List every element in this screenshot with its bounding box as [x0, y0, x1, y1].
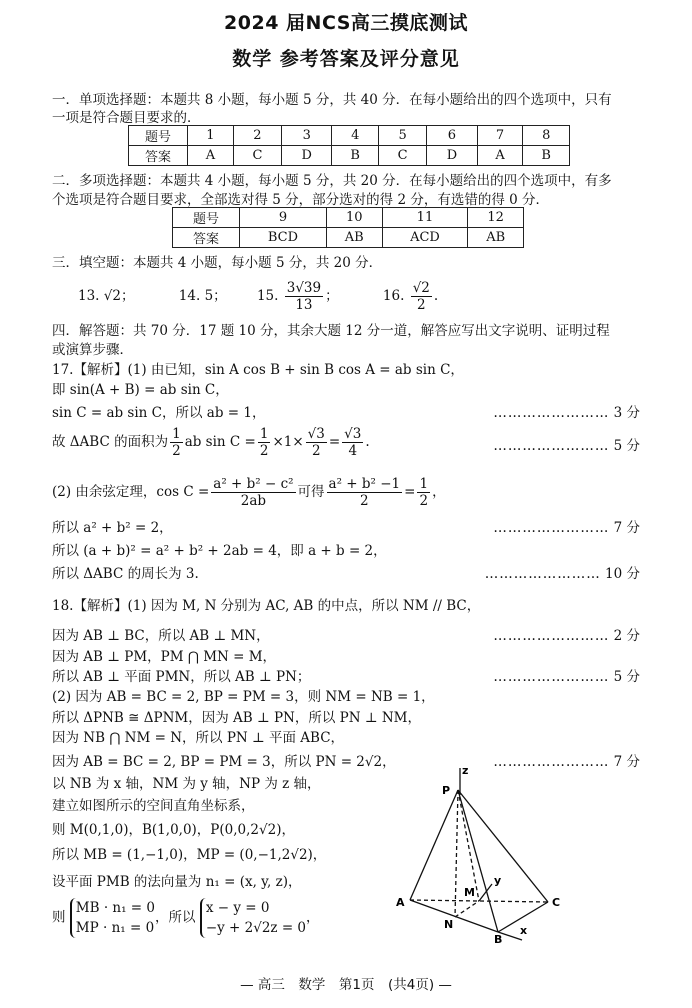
- answer-cell: C: [233, 146, 281, 166]
- number-cell: 8: [523, 126, 570, 146]
- edge-PA: [410, 790, 458, 900]
- section2-heading-cont: 个选项是符合题目要求，全部选对得 5 分，部分选对的得 2 分，有选错的得 0 分．: [52, 192, 550, 208]
- q18-line6: 所以 ΔPNB ≅ ΔPNM，因为 AB ⊥ PN，所以 PN ⊥ NM，: [52, 710, 421, 726]
- number-cell: 5: [378, 126, 426, 146]
- section4-heading: 四．解答题：共 70 分．17 题 10 分，其余大题 12 分一道，解答应写出文字说明、证明过程: [52, 323, 610, 339]
- system-vectors: MB · n₁ = 0 MP · n₁ = 0: [70, 898, 155, 938]
- row-label-number: 题号: [173, 208, 240, 228]
- page-footer: — 高三 数学 第1页 (共4页) —: [240, 977, 452, 993]
- q17-line3: sin C = ab sin C，所以 ab = 1，: [52, 405, 266, 421]
- q18-line12: 所以 MB = (1,−1,0)，MP = (0,−1,2√2)，: [52, 847, 327, 863]
- answer-cell: AB: [468, 228, 524, 248]
- row-label-answer: 答案: [173, 228, 240, 248]
- q13-answer: √2: [103, 288, 121, 304]
- q18-line7: 因为 NB ⋂ NM = N，所以 PN ⊥ 平面 ABC，: [52, 730, 345, 746]
- number-cell: 3: [282, 126, 332, 146]
- q14-label: 14.: [178, 288, 201, 304]
- q18-score3: …………………… 7 分: [493, 754, 640, 770]
- number-cell: 6: [427, 126, 477, 146]
- q18-line2: 因为 AB ⊥ BC，所以 AB ⊥ MN，: [52, 628, 270, 644]
- q17-line8: 所以 ΔABC 的周长为 3.: [52, 566, 199, 582]
- q18-line8: 因为 AB = BC = 2, BP = PM = 3，所以 PN = 2√2，: [52, 754, 396, 770]
- label-y: y: [494, 874, 502, 887]
- q14-answer: 5: [204, 288, 214, 304]
- pyramid-figure: [390, 760, 590, 945]
- doc-title: 2024 届NCS高三摸底测试: [224, 12, 468, 34]
- label-z: z: [462, 764, 469, 777]
- q17-line1: 17.【解析】(1) 由已知，sin A cos B + sin B cos A = ab sin C，: [52, 362, 464, 378]
- label-C: C: [552, 896, 561, 909]
- fill-answers: 13. √2； 14. 5； 15. $\frac{3√39}{13}$ ； 16. $\frac{√2}{2}$ .: [78, 280, 439, 313]
- label-P: P: [442, 784, 451, 797]
- answer-table-multi: [172, 207, 524, 248]
- answer-cell: AB: [326, 228, 382, 248]
- doc-subtitle: 数学 参考答案及评分意见: [232, 48, 460, 70]
- number-cell: 4: [332, 126, 379, 146]
- q18-line5: (2) 因为 AB = BC = 2, BP = PM = 3，则 NM = NB = 1，: [52, 689, 435, 705]
- answer-cell: ACD: [382, 228, 468, 248]
- section1-heading: 一．单项选择题：本题共 8 小题，每小题 5 分，共 40 分．在每小题给出的四个选项中，只有: [52, 92, 612, 108]
- answer-cell: A: [477, 146, 523, 166]
- q18-score2: …………………… 5 分: [493, 669, 640, 685]
- number-cell: 12: [468, 208, 524, 228]
- edge-AB: [410, 900, 498, 932]
- q18-line9: 以 NB 为 x 轴，NM 为 y 轴，NP 为 z 轴，: [52, 776, 321, 792]
- q18-line13: 设平面 PMB 的法向量为 n₁ = (x, y, z)，: [52, 874, 302, 890]
- row-label-number: 题号: [129, 126, 188, 146]
- q15-answer: $\frac{3√39}{13}$: [286, 280, 322, 313]
- q18-line4: 所以 AB ⊥ 平面 PMN，所以 AB ⊥ PN；: [52, 669, 311, 685]
- q16-answer: $\frac{√2}{2}$: [412, 280, 430, 313]
- section3-heading: 三．填空题：本题共 4 小题，每小题 5 分，共 20 分．: [52, 255, 383, 271]
- section2-heading: 二．多项选择题：本题共 4 小题，每小题 5 分，共 20 分．在每小题给出的四个选项中，有多: [52, 173, 612, 189]
- q18-system-line: 则 MB · n₁ = 0 MP · n₁ = 0，所以 x − y = 0 −y + 2√2z = 0，: [52, 900, 320, 936]
- q16-label: 16.: [382, 288, 405, 304]
- q17-score2: …………………… 5 分: [493, 438, 640, 454]
- section1-heading-cont: 一项是符合题目要求的．: [52, 110, 201, 126]
- q15-label: 15.: [256, 288, 279, 304]
- number-cell: 10: [326, 208, 382, 228]
- q17-score1: …………………… 3 分: [493, 405, 640, 421]
- row-label-answer: 答案: [129, 146, 188, 166]
- answer-cell: D: [282, 146, 332, 166]
- q17-line7: 所以 (a + b)² = a² + b² + 2ab = 4，即 a + b = 2，: [52, 543, 387, 559]
- label-N: N: [444, 918, 454, 931]
- q18-line10: 建立如图所示的空间直角坐标系，: [52, 798, 255, 814]
- q18-score1: …………………… 2 分: [493, 628, 640, 644]
- q17-score3: …………………… 7 分: [493, 520, 640, 536]
- number-cell: 1: [188, 126, 234, 146]
- answer-cell: D: [427, 146, 477, 166]
- q18-line3: 因为 AB ⊥ PM，PM ⋂ MN = M，: [52, 649, 277, 665]
- system-equations: x − y = 0 −y + 2√2z = 0: [200, 898, 306, 938]
- number-cell: 7: [477, 126, 523, 146]
- q17-area-line: 故 ΔABC 的面积为 $\frac{1}{2}$ ab sin C = $\frac{1}{2}$ ×1× $\frac{√3}{2}$ = $\frac{√3}{4}$ .: [52, 426, 370, 459]
- answer-table-single: [128, 125, 570, 166]
- label-M: M: [464, 886, 475, 899]
- answer-cell: A: [188, 146, 234, 166]
- answer-cell: BCD: [240, 228, 327, 248]
- number-cell: 2: [233, 126, 281, 146]
- segment-PM: [458, 790, 479, 901]
- q18-line11: 则 M(0,1,0)，B(1,0,0)，P(0,0,2√2)，: [52, 822, 295, 838]
- answer-cell: B: [332, 146, 379, 166]
- q17-score4: …………………… 10 分: [484, 566, 640, 582]
- answer-cell: B: [523, 146, 570, 166]
- q17-cosine-line: (2) 由余弦定理，cos C = $\frac{\text{a² + b² − c²}}{2ab}$ 可得 $\frac{\text{a² + b² −1}}{2}$ = $\frac{1}{2}$ ，: [52, 476, 446, 509]
- label-B: B: [494, 933, 503, 945]
- label-A: A: [396, 896, 405, 909]
- q18-line1: 18.【解析】(1) 因为 M, N 分别为 AC, AB 的中点，所以 NM // BC，: [52, 598, 481, 614]
- section4-heading-cont: 或演算步骤．: [52, 342, 133, 358]
- number-cell: 9: [240, 208, 327, 228]
- answer-cell: C: [378, 146, 426, 166]
- segment-PN: [455, 790, 458, 917]
- q17-line6: 所以 a² + b² = 2，: [52, 520, 173, 536]
- segment-NM: [455, 901, 479, 917]
- number-cell: 11: [382, 208, 468, 228]
- label-x: x: [520, 924, 528, 937]
- q17-line2: 即 sin(A + B) = ab sin C，: [52, 382, 229, 398]
- q13-label: 13.: [78, 288, 100, 304]
